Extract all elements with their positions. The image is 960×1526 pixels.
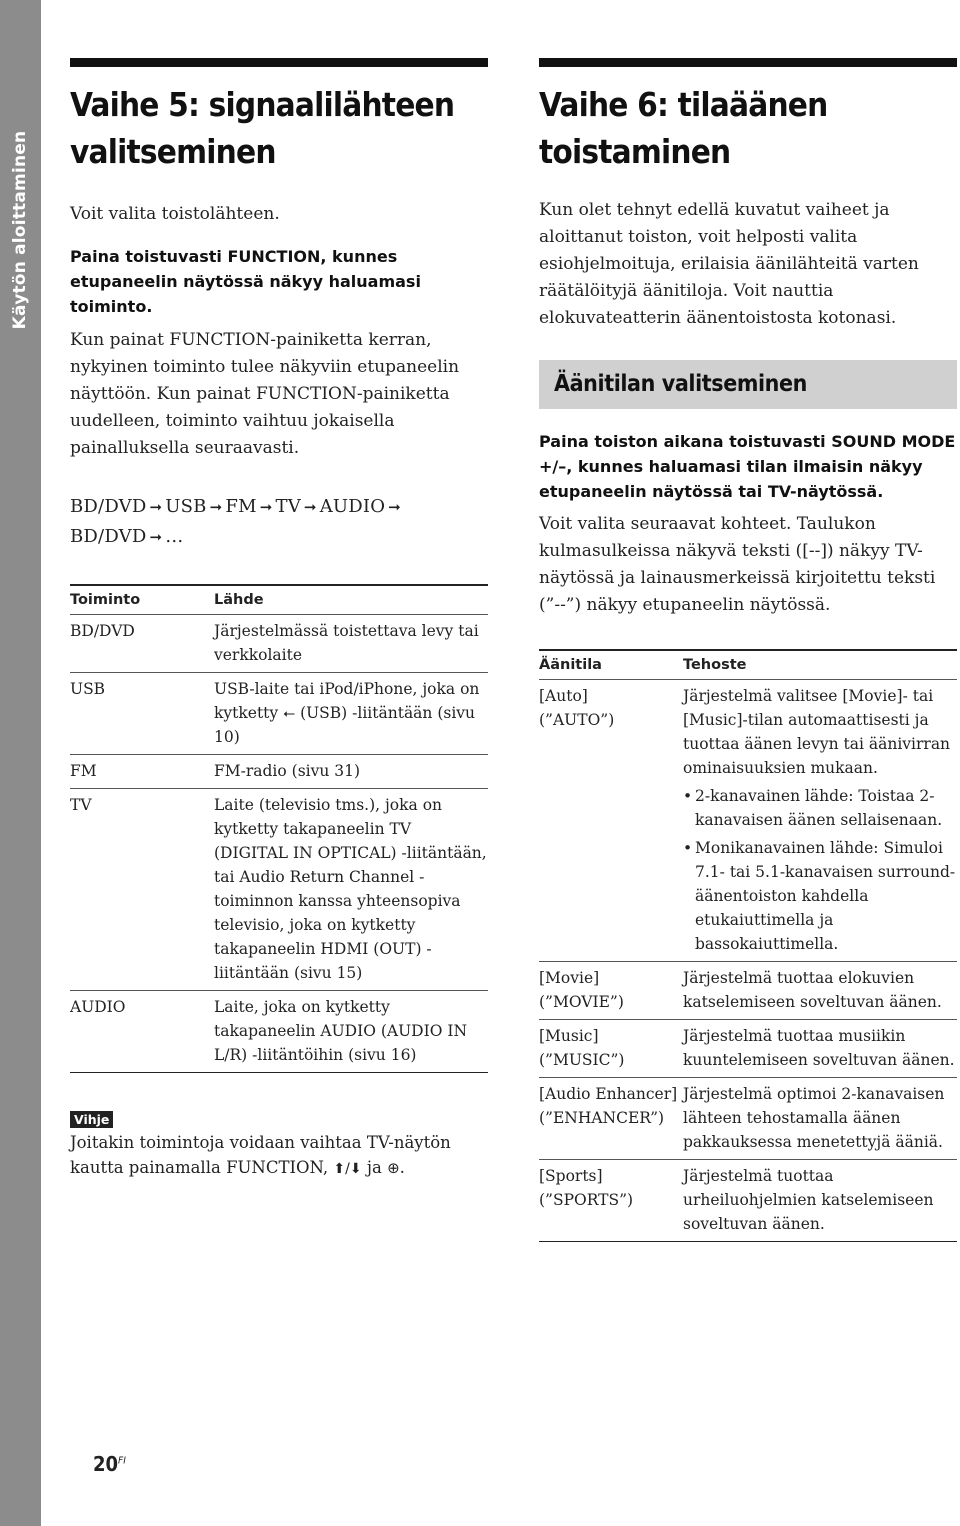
table-row <box>70 789 488 991</box>
arrow-right-icon: ➞ <box>149 498 163 516</box>
section-label: Käytön aloittaminen <box>10 130 30 330</box>
hint-text-main: Joitakin toimintoja voidaan vaihtaa TV-näytön kautta painamalla FUNCTION, <box>70 1133 451 1177</box>
title-rule <box>70 58 488 67</box>
sequence-item: BD/DVD <box>70 526 147 547</box>
hint-text <box>70 1130 488 1182</box>
cell-text: Järjestelmä valitsee [Movie]- tai [Music]-tilan automaattisesti ja tuottaa äänen levyn tai äänivirran ominaisuuksien mukaan. <box>683 687 951 777</box>
table-cell: Järjestelmä tuottaa elokuvien katselemiseen soveltuvan äänen. <box>683 962 957 1020</box>
table-row <box>70 991 488 1073</box>
step5-title-line2: valitseminen <box>70 132 276 171</box>
sequence-item: … <box>165 526 184 547</box>
mode-panel-label: (”MOVIE”) <box>539 993 624 1011</box>
mode-tv-label: [Auto] <box>539 687 588 705</box>
column-header: Äänitila <box>539 650 683 680</box>
step6-title-line1: Vaihe 6: tilaäänen <box>539 85 828 124</box>
table-cell: AUDIO <box>70 991 214 1073</box>
usb-icon: ⭠ <box>283 704 296 722</box>
step6-explanation: Voit valita seuraavat kohteet. Taulukon kulmasulkeissa näkyvä teksti ([--]) näkyy TV-näytössä ja lainausmerkeissä kirjoitettu teksti (”--”) näkyy etupaneelin näytössä. <box>539 514 936 615</box>
table-cell: Laite, joka on kytketty takapaneelin AUDIO (AUDIO IN L/R) -liitäntöihin (sivu 16) <box>214 991 488 1073</box>
table-cell <box>539 1020 683 1078</box>
hint-label: Vihje <box>70 1111 113 1128</box>
table-cell: FM-radio (sivu 31) <box>214 755 488 789</box>
table-cell <box>539 1078 683 1160</box>
table-cell: Järjestelmä optimoi 2-kanavaisen lähteen tehostamalla äänen pakkauksessa menetettyjä ääniä. <box>683 1078 957 1160</box>
table-row <box>539 1020 957 1078</box>
up-down-arrows-icon: ⬆/⬇ <box>333 1161 362 1177</box>
arrow-right-icon: ➞ <box>149 528 163 546</box>
table-row <box>70 755 488 789</box>
left-column <box>70 58 488 1182</box>
table-row <box>539 680 957 962</box>
table-cell <box>539 680 683 962</box>
mode-panel-label: (”SPORTS”) <box>539 1191 634 1209</box>
arrow-right-icon: ➞ <box>303 498 317 516</box>
function-table <box>70 584 488 1073</box>
table-cell: Järjestelmä tuottaa urheiluohjelmien katselemiseen soveltuvan äänen. <box>683 1160 957 1242</box>
step5-intro: Voit valita toistolähteen. <box>70 204 280 224</box>
arrow-right-icon: ➞ <box>259 498 273 516</box>
table-cell <box>539 1160 683 1242</box>
column-header: Tehoste <box>683 650 957 680</box>
sound-mode-subheading: Äänitilan valitseminen <box>539 360 957 409</box>
table-header-row <box>539 650 957 680</box>
step6-title-line2: toistaminen <box>539 132 731 171</box>
table-cell: Laite (televisio tms.), joka on kytketty takapaneelin TV (DIGITAL IN OPTICAL) -liitäntään, tai Audio Return Channel -toiminnon kanssa yhteensopiva televisio, joka on kytketty takapaneelin HDMI (OUT) -liitäntään (sivu 15) <box>214 789 488 991</box>
mode-panel-label: (”ENHANCER”) <box>539 1109 665 1127</box>
mode-tv-label: [Sports] <box>539 1167 603 1185</box>
table-row <box>539 962 957 1020</box>
sequence-item: TV <box>275 496 301 517</box>
sequence-item: FM <box>225 496 257 517</box>
step5-title <box>70 81 488 175</box>
table-cell <box>683 680 957 962</box>
list-item: • 2-kanavainen lähde: Toistaa 2-kanavaisen äänen sellaisenaan. <box>683 784 957 832</box>
step6-title <box>539 81 957 175</box>
section-sidebar <box>0 0 41 1526</box>
step5-title-line1: Vaihe 5: signaalilähteen <box>70 85 455 124</box>
table-cell <box>539 962 683 1020</box>
page-number-value: 20 <box>93 1452 119 1476</box>
table-cell: BD/DVD <box>70 615 214 673</box>
page-language: FI <box>118 1455 126 1467</box>
cell-text: USB-laite tai iPod/iPhone, joka on kytketty <box>214 680 480 722</box>
table-cell: TV <box>70 789 214 991</box>
enter-button-icon: ⊕ <box>387 1159 400 1177</box>
step5-explanation: Kun painat FUNCTION-painiketta kerran, nykyinen toiminto tulee näkyviin etupaneelin näyttöön. Kun painat FUNCTION-painiketta uudelleen, toiminto vaihtuu jokaisella painalluksella seuraavasti. <box>70 330 460 458</box>
cell-text: (USB) -liitäntään (sivu 10) <box>214 704 476 746</box>
hint-text-end: . <box>399 1158 405 1177</box>
table-cell: Järjestelmä tuottaa musiikin kuuntelemiseen soveltuvan äänen. <box>683 1020 957 1078</box>
mode-tv-label: [Movie] <box>539 969 600 987</box>
arrow-right-icon: ➞ <box>209 498 223 516</box>
table-cell: FM <box>70 755 214 789</box>
table-cell <box>214 673 488 755</box>
table-row <box>539 1078 957 1160</box>
table-header-row <box>70 585 488 615</box>
sequence-item: BD/DVD <box>70 496 147 517</box>
table-cell: USB <box>70 673 214 755</box>
hint-text-ja: ja <box>366 1158 382 1177</box>
right-column <box>539 58 957 1242</box>
step5-instruction: Paina toistuvasti FUNCTION, kunnes etupaneelin näytössä näkyy haluamasi toiminto. <box>70 247 421 316</box>
mode-tv-label: [Audio Enhancer] <box>539 1085 678 1103</box>
sound-mode-table <box>539 649 957 1242</box>
column-header: Lähde <box>214 585 488 615</box>
mode-panel-label: (”MUSIC”) <box>539 1051 625 1069</box>
step6-intro: Kun olet tehnyt edellä kuvatut vaiheet ja aloittanut toiston, voit helposti valita esiohjelmoituja, erilaisia äänilähteitä varten räätälöityjä äänitiloja. Voit nauttia elokuvateatterin äänentoistosta kotonasi. <box>539 200 919 328</box>
sequence-item: USB <box>165 496 207 517</box>
step6-instruction: Paina toiston aikana toistuvasti SOUND MODE +/–, kunnes haluamasi tilan ilmaisin näkyy etupaneelin näytössä tai TV-näytössä. <box>539 432 956 501</box>
column-header: Toiminto <box>70 585 214 615</box>
hint-box <box>70 1109 488 1182</box>
sequence-item: AUDIO <box>319 496 386 517</box>
title-rule <box>539 58 957 67</box>
function-sequence <box>70 492 488 552</box>
bullet-list <box>683 784 957 956</box>
table-cell: Järjestelmässä toistettava levy tai verkkolaite <box>214 615 488 673</box>
arrow-right-icon: ➞ <box>388 498 401 516</box>
table-row <box>539 1160 957 1242</box>
page-number <box>93 1452 126 1476</box>
table-row <box>70 673 488 755</box>
mode-panel-label: (”AUTO”) <box>539 711 615 729</box>
table-row <box>70 615 488 673</box>
mode-tv-label: [Music] <box>539 1027 599 1045</box>
list-item: • Monikanavainen lähde: Simuloi 7.1- tai 5.1-kanavaisen surround-äänentoiston kahdella etukaiuttimella ja bassokaiuttimella. <box>683 836 957 956</box>
